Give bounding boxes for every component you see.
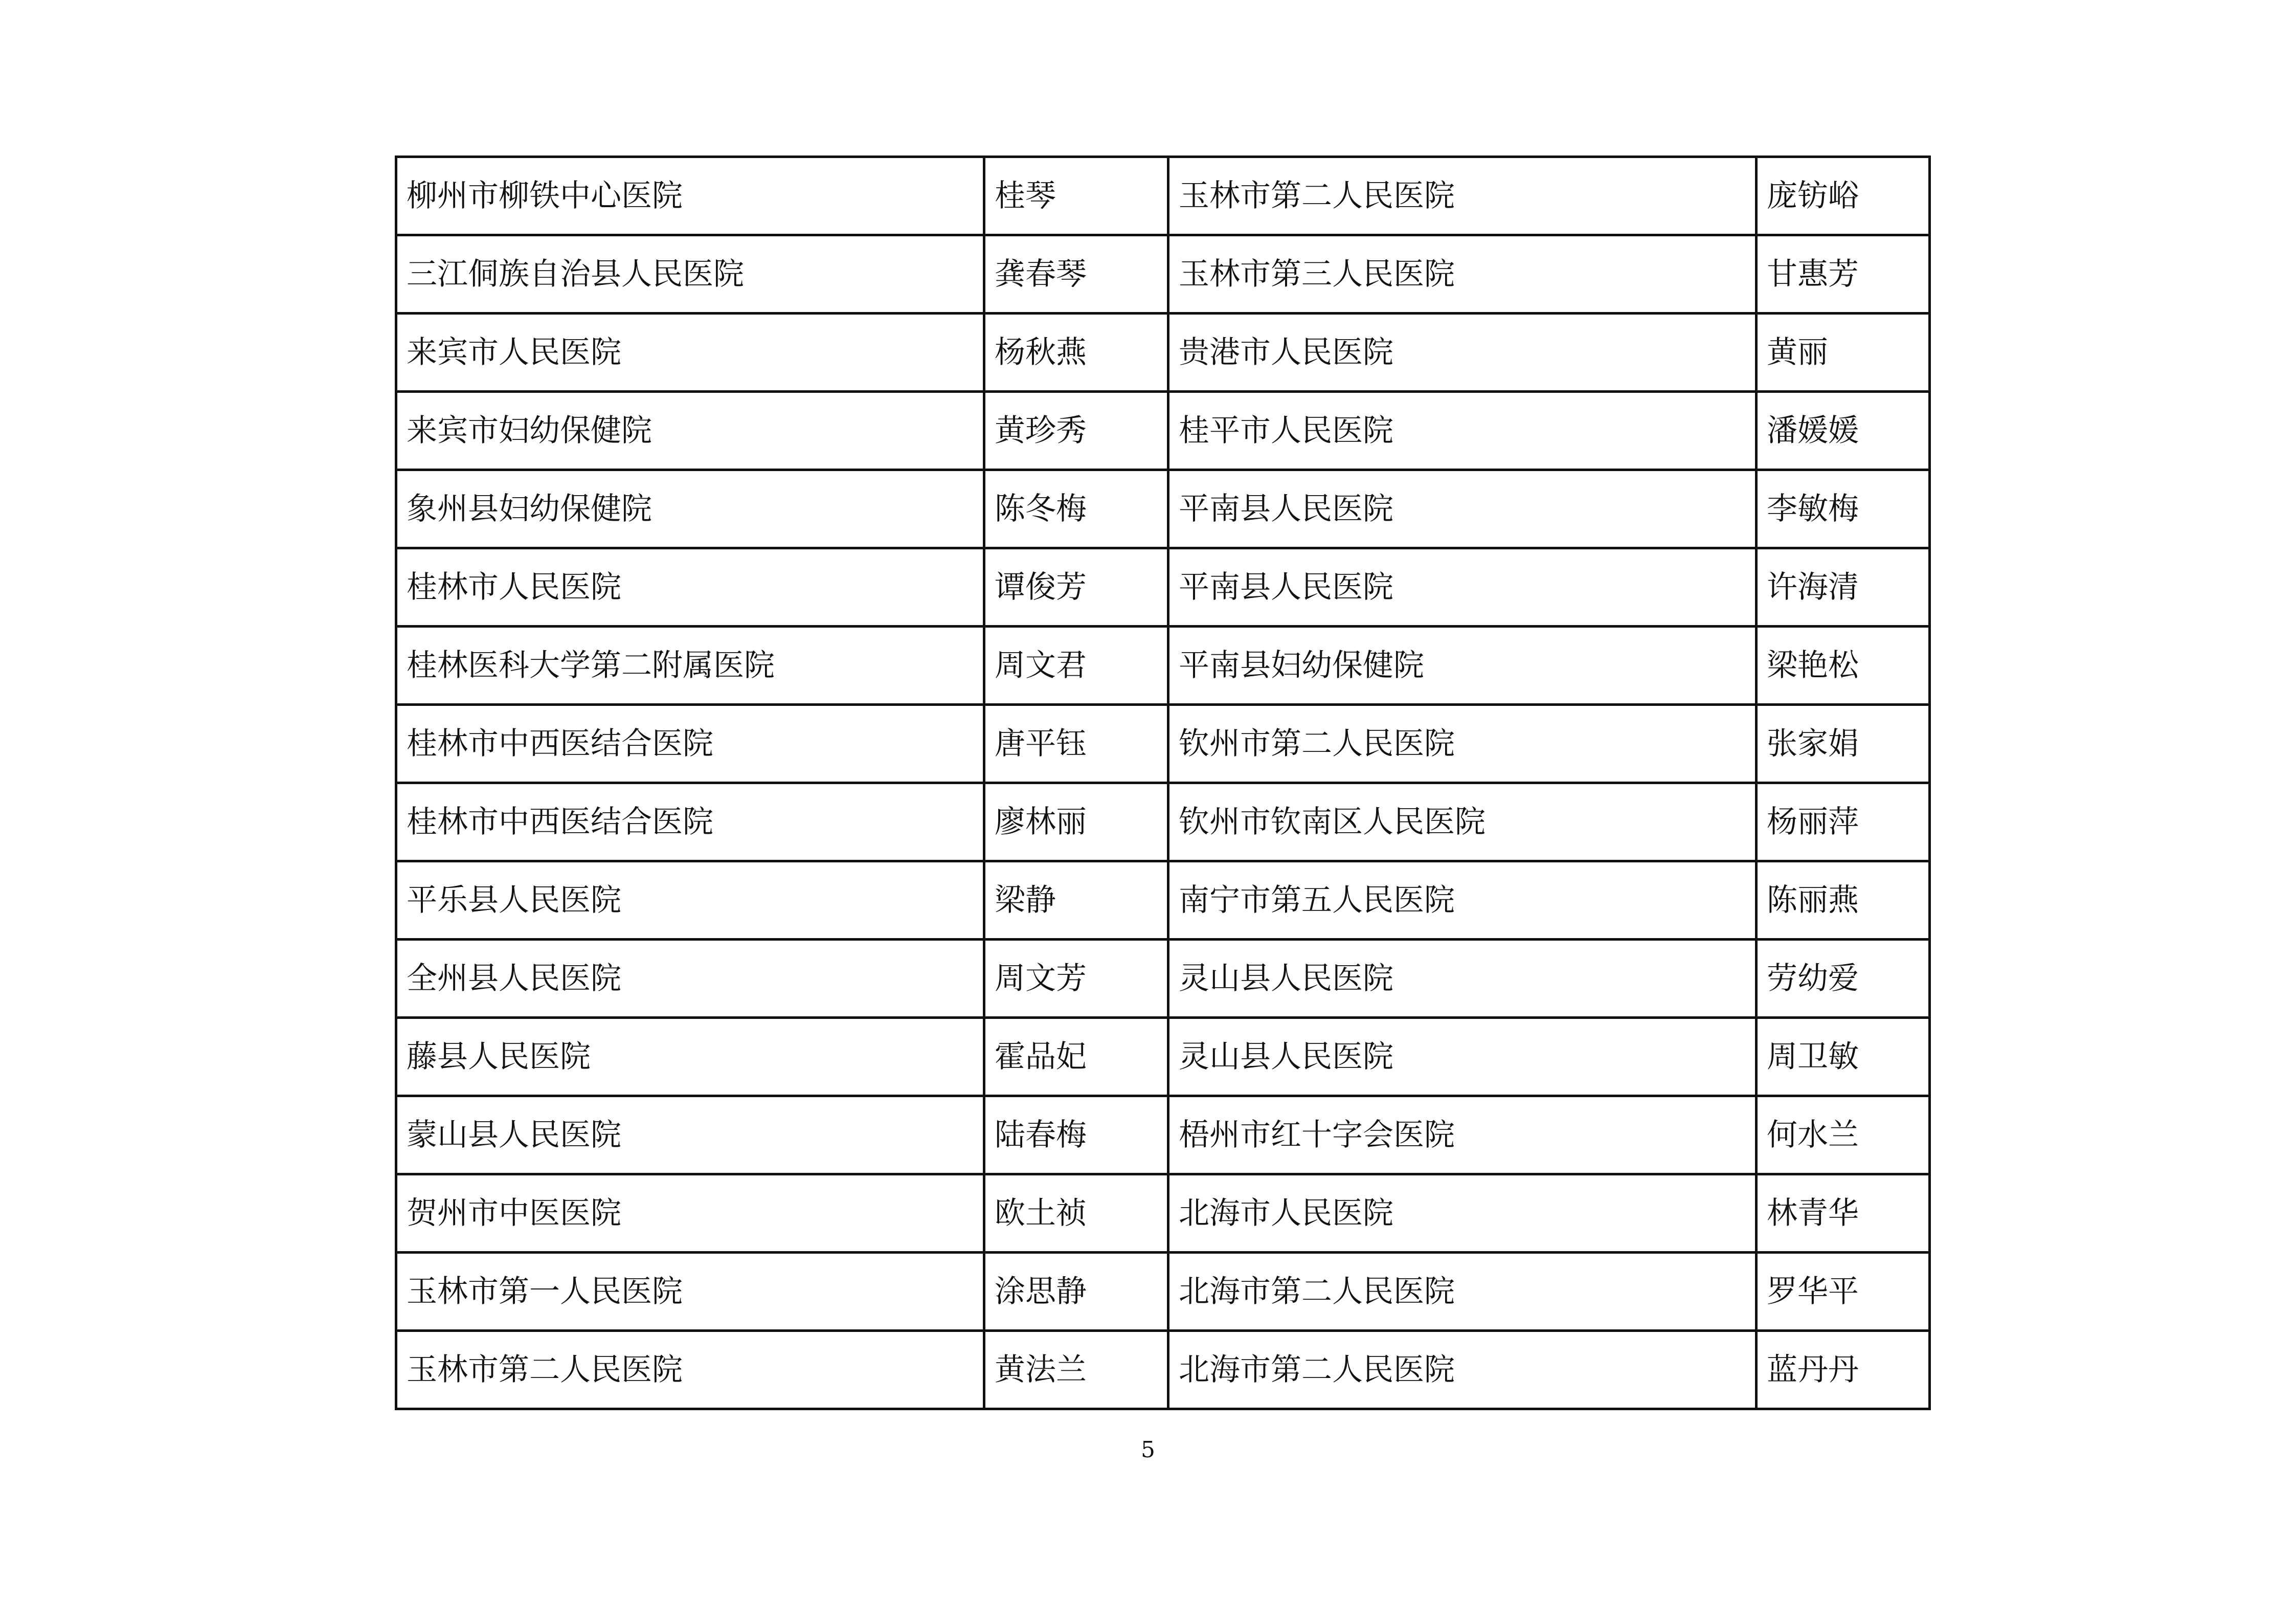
person-name-cell: 桂琴	[984, 157, 1168, 235]
table-row	[396, 1174, 1930, 1253]
hospital-name-cell: 桂林医科大学第二附属医院	[396, 627, 984, 705]
hospital-name-cell: 玉林市第二人民医院	[396, 1331, 984, 1409]
hospital-name-cell: 玉林市第三人民医院	[1168, 235, 1757, 314]
person-name-cell: 龚春琴	[984, 235, 1168, 314]
hospital-name-cell: 梧州市红十字会医院	[1168, 1096, 1757, 1174]
table-row	[396, 783, 1930, 861]
table-row	[396, 940, 1930, 1018]
table-body	[396, 157, 1930, 1409]
hospital-name-cell: 象州县妇幼保健院	[396, 470, 984, 548]
table-row	[396, 1018, 1930, 1096]
person-name-cell: 陈冬梅	[984, 470, 1168, 548]
hospital-name-cell: 灵山县人民医院	[1168, 940, 1757, 1018]
hospital-name-cell: 钦州市钦南区人民医院	[1168, 783, 1757, 861]
hospital-name-cell: 来宾市妇幼保健院	[396, 392, 984, 470]
person-name-cell: 黄珍秀	[984, 392, 1168, 470]
person-name-cell: 劳幼爱	[1757, 940, 1930, 1018]
hospital-name-cell: 平南县人民医院	[1168, 548, 1757, 627]
person-name-cell: 梁静	[984, 861, 1168, 940]
hospital-name-cell: 来宾市人民医院	[396, 314, 984, 392]
table-row	[396, 861, 1930, 940]
table-row	[396, 314, 1930, 392]
person-name-cell: 杨秋燕	[984, 314, 1168, 392]
hospital-name-cell: 北海市人民医院	[1168, 1174, 1757, 1253]
hospital-name-cell: 贵港市人民医院	[1168, 314, 1757, 392]
person-name-cell: 杨丽萍	[1757, 783, 1930, 861]
hospital-name-cell: 全州县人民医院	[396, 940, 984, 1018]
hospital-name-cell: 贺州市中医医院	[396, 1174, 984, 1253]
hospital-name-cell: 平南县妇幼保健院	[1168, 627, 1757, 705]
person-name-cell: 欧土祯	[984, 1174, 1168, 1253]
person-name-cell: 李敏梅	[1757, 470, 1930, 548]
person-name-cell: 潘媛媛	[1757, 392, 1930, 470]
hospital-personnel-table	[395, 155, 1931, 1410]
person-name-cell: 蓝丹丹	[1757, 1331, 1930, 1409]
hospital-name-cell: 北海市第二人民医院	[1168, 1331, 1757, 1409]
person-name-cell: 梁艳松	[1757, 627, 1930, 705]
table-row	[396, 1331, 1930, 1409]
hospital-name-cell: 平南县人民医院	[1168, 470, 1757, 548]
person-name-cell: 黄法兰	[984, 1331, 1168, 1409]
table-row	[396, 1253, 1930, 1331]
table-row	[396, 705, 1930, 783]
hospital-name-cell: 蒙山县人民医院	[396, 1096, 984, 1174]
hospital-name-cell: 南宁市第五人民医院	[1168, 861, 1757, 940]
page-number: 5	[1141, 1437, 1155, 1463]
person-name-cell: 霍品妃	[984, 1018, 1168, 1096]
hospital-name-cell: 藤县人民医院	[396, 1018, 984, 1096]
table-row	[396, 235, 1930, 314]
person-name-cell: 何水兰	[1757, 1096, 1930, 1174]
person-name-cell: 周文芳	[984, 940, 1168, 1018]
hospital-name-cell: 桂平市人民医院	[1168, 392, 1757, 470]
table-row	[396, 392, 1930, 470]
person-name-cell: 庞钫峪	[1757, 157, 1930, 235]
table-row	[396, 157, 1930, 235]
hospital-name-cell: 桂林市中西医结合医院	[396, 783, 984, 861]
hospital-name-cell: 平乐县人民医院	[396, 861, 984, 940]
hospital-name-cell: 三江侗族自治县人民医院	[396, 235, 984, 314]
person-name-cell: 罗华平	[1757, 1253, 1930, 1331]
hospital-name-cell: 桂林市人民医院	[396, 548, 984, 627]
person-name-cell: 廖林丽	[984, 783, 1168, 861]
table-row	[396, 1096, 1930, 1174]
person-name-cell: 涂思静	[984, 1253, 1168, 1331]
person-name-cell: 陈丽燕	[1757, 861, 1930, 940]
person-name-cell: 谭俊芳	[984, 548, 1168, 627]
table-row	[396, 548, 1930, 627]
table-row	[396, 470, 1930, 548]
person-name-cell: 许海清	[1757, 548, 1930, 627]
person-name-cell: 黄丽	[1757, 314, 1930, 392]
person-name-cell: 周文君	[984, 627, 1168, 705]
person-name-cell: 甘惠芳	[1757, 235, 1930, 314]
hospital-name-cell: 北海市第二人民医院	[1168, 1253, 1757, 1331]
hospital-name-cell: 钦州市第二人民医院	[1168, 705, 1757, 783]
hospital-name-cell: 柳州市柳铁中心医院	[396, 157, 984, 235]
person-name-cell: 张家娟	[1757, 705, 1930, 783]
hospital-name-cell: 桂林市中西医结合医院	[396, 705, 984, 783]
hospital-name-cell: 灵山县人民医院	[1168, 1018, 1757, 1096]
person-name-cell: 唐平钰	[984, 705, 1168, 783]
hospital-name-cell: 玉林市第一人民医院	[396, 1253, 984, 1331]
table-row	[396, 627, 1930, 705]
person-name-cell: 林青华	[1757, 1174, 1930, 1253]
person-name-cell: 陆春梅	[984, 1096, 1168, 1174]
person-name-cell: 周卫敏	[1757, 1018, 1930, 1096]
hospital-name-cell: 玉林市第二人民医院	[1168, 157, 1757, 235]
